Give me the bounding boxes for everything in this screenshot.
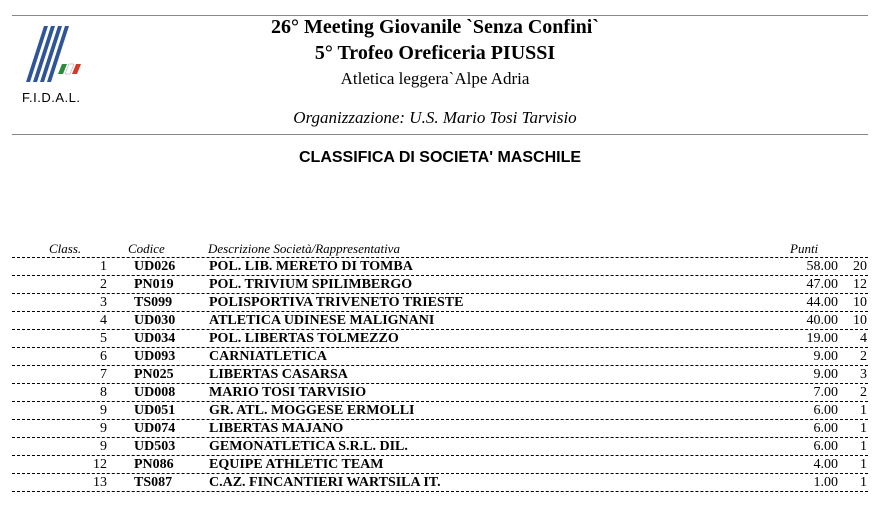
club-name: POLISPORTIVA TRIVENETO TRIESTE bbox=[209, 295, 464, 310]
points: 4.00 bbox=[813, 457, 838, 472]
points: 40.00 bbox=[806, 313, 838, 328]
table-row bbox=[12, 312, 868, 330]
points: 6.00 bbox=[813, 439, 838, 454]
club-code: TS087 bbox=[134, 475, 173, 490]
event-subtitle: Atletica leggera`Alpe Adria bbox=[340, 69, 530, 88]
table-row bbox=[12, 438, 868, 456]
club-code: PN019 bbox=[134, 277, 174, 292]
table-row bbox=[12, 366, 868, 384]
club-code: UD074 bbox=[134, 421, 176, 436]
column-header-code: Codice bbox=[128, 241, 165, 256]
points: 44.00 bbox=[806, 295, 838, 310]
count: 10 bbox=[853, 295, 867, 310]
table-row bbox=[12, 474, 868, 492]
club-code: UD093 bbox=[134, 349, 176, 364]
club-name: CARNIATLETICA bbox=[209, 349, 327, 364]
count: 1 bbox=[860, 457, 867, 472]
club-name: GR. ATL. MOGGESE ERMOLLI bbox=[209, 403, 415, 418]
club-name: POL. LIB. MERETO DI TOMBA bbox=[209, 259, 413, 274]
table-row bbox=[12, 257, 868, 276]
page-title: CLASSIFICA DI SOCIETA' MASCHILE bbox=[298, 149, 582, 166]
table-row bbox=[12, 348, 868, 366]
column-header-points: Punti bbox=[790, 241, 819, 256]
table-row bbox=[12, 456, 868, 474]
club-code: UD503 bbox=[134, 439, 176, 454]
table-row bbox=[12, 420, 868, 438]
club-code: PN025 bbox=[134, 367, 174, 382]
column-header-description: Descrizione Società/Rappresentativa bbox=[208, 241, 400, 256]
club-name: LIBERTAS CASARSA bbox=[209, 367, 348, 382]
club-name: GEMONATLETICA S.R.L. DIL. bbox=[209, 439, 408, 454]
rank: 12 bbox=[93, 457, 107, 472]
ranking-table bbox=[12, 257, 868, 492]
club-code: UD008 bbox=[134, 385, 176, 400]
count: 1 bbox=[860, 475, 867, 490]
points: 19.00 bbox=[806, 331, 838, 346]
club-code: UD030 bbox=[134, 313, 176, 328]
count: 20 bbox=[853, 259, 867, 274]
meeting-title: 26° Meeting Giovanile `Senza Confini` bbox=[271, 16, 599, 38]
count: 1 bbox=[860, 439, 867, 454]
organization-line: Organizzazione: U.S. Mario Tosi Tarvisio bbox=[293, 108, 577, 127]
logo-text: F.I.D.A.L. bbox=[22, 90, 81, 105]
club-name: ATLETICA UDINESE MALIGNANI bbox=[209, 313, 435, 328]
fidal-logo bbox=[18, 22, 98, 106]
club-name: C.AZ. FINCANTIERI WARTSILA IT. bbox=[209, 475, 441, 490]
rank: 6 bbox=[100, 349, 107, 364]
table-row bbox=[12, 402, 868, 420]
club-name: POL. LIBERTAS TOLMEZZO bbox=[209, 331, 399, 346]
points: 47.00 bbox=[806, 277, 838, 292]
club-name: EQUIPE ATHLETIC TEAM bbox=[209, 457, 384, 472]
table-row bbox=[12, 294, 868, 312]
club-code: UD034 bbox=[134, 331, 176, 346]
count: 4 bbox=[860, 331, 867, 346]
trophy-title: 5° Trofeo Oreficeria PIUSSI bbox=[314, 42, 556, 64]
club-name: LIBERTAS MAJANO bbox=[209, 421, 344, 436]
count: 1 bbox=[860, 421, 867, 436]
club-name: MARIO TOSI TARVISIO bbox=[209, 385, 367, 400]
table-row bbox=[12, 384, 868, 402]
rank: 13 bbox=[93, 475, 107, 490]
club-code: TS099 bbox=[134, 295, 173, 310]
count: 2 bbox=[860, 385, 867, 400]
table-row bbox=[12, 276, 868, 294]
rank: 9 bbox=[100, 403, 107, 418]
rank: 9 bbox=[100, 421, 107, 436]
count: 10 bbox=[853, 313, 867, 328]
rank: 3 bbox=[100, 295, 107, 310]
rank: 5 bbox=[100, 331, 107, 346]
rank: 4 bbox=[100, 313, 107, 328]
count: 2 bbox=[860, 349, 867, 364]
points: 9.00 bbox=[813, 367, 838, 382]
rank: 7 bbox=[100, 367, 107, 382]
rank: 1 bbox=[100, 259, 107, 274]
rank: 2 bbox=[100, 277, 107, 292]
table-row bbox=[12, 330, 868, 348]
count: 3 bbox=[860, 367, 867, 382]
points: 58.00 bbox=[806, 259, 838, 274]
column-header-class: Class. bbox=[49, 241, 82, 256]
header-rule bbox=[12, 134, 868, 135]
points: 6.00 bbox=[813, 421, 838, 436]
points: 6.00 bbox=[813, 403, 838, 418]
fidal-stripes-icon bbox=[22, 22, 84, 84]
rank: 9 bbox=[100, 439, 107, 454]
club-code: UD026 bbox=[134, 259, 176, 274]
count: 1 bbox=[860, 403, 867, 418]
rank: 8 bbox=[100, 385, 107, 400]
club-name: POL. TRIVIUM SPILIMBERGO bbox=[209, 277, 413, 292]
points: 7.00 bbox=[813, 385, 838, 400]
points: 1.00 bbox=[813, 475, 838, 490]
count: 12 bbox=[853, 277, 867, 292]
club-code: UD051 bbox=[134, 403, 176, 418]
points: 9.00 bbox=[813, 349, 838, 364]
club-code: PN086 bbox=[134, 457, 174, 472]
